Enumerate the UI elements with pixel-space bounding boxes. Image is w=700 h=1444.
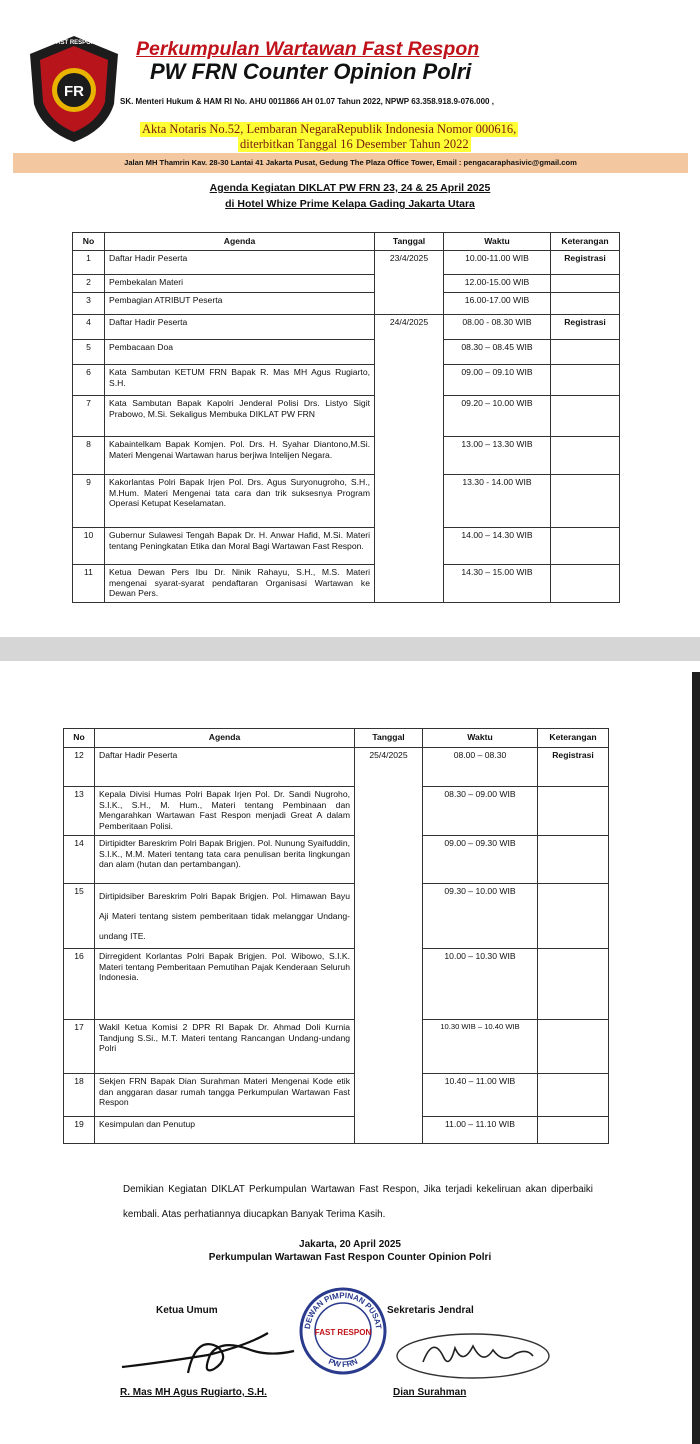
row-no: 7: [73, 396, 105, 437]
row-no: 16: [64, 949, 95, 1020]
row-time: 14.30 – 15.00 WIB: [444, 565, 551, 603]
row-note: Registrasi: [551, 251, 620, 275]
row-note: [538, 949, 609, 1020]
row-no: 9: [73, 475, 105, 528]
row-no: 15: [64, 884, 95, 949]
table-row: [73, 365, 620, 396]
row-time: 10.40 – 11.00 WIB: [423, 1074, 538, 1117]
official-stamp: [298, 1286, 388, 1376]
row-no: 2: [73, 275, 105, 293]
row-note: Registrasi: [538, 748, 609, 787]
row-note: [551, 475, 620, 528]
row-agenda: Sekjen FRN Bapak Dian Surahman Materi Mengenai Kode etik dan anggaran dasar rumah tangga Perkumpulan Wartawan Fast Respon: [95, 1074, 355, 1117]
row-no: 18: [64, 1074, 95, 1117]
table-row: [73, 293, 620, 315]
col-waktu: Waktu: [444, 233, 551, 251]
schedule-table-day1-2: [72, 232, 620, 603]
col-keterangan: Keterangan: [551, 233, 620, 251]
row-time: 11.00 – 11.10 WIB: [423, 1117, 538, 1144]
table-row: [73, 315, 620, 340]
row-note: [538, 836, 609, 884]
row-time: 09.30 – 10.00 WIB: [423, 884, 538, 949]
table-header-row: [64, 729, 609, 748]
row-agenda: Pembacaan Doa: [105, 340, 375, 365]
row-agenda: Kepala Divisi Humas Polri Bapak Irjen Pol. Dr. Sandi Nugroho, S.I.K., S.H., M. Hum., Materi tentang Pembinaan dan Mengarahkan Wartawan Fast Respon menjadi Great A dalam Pemberitaan Polisi.: [95, 787, 355, 836]
page-separator: [0, 637, 700, 661]
table-row: [64, 1020, 609, 1074]
stamp-center-text: FAST RESPON: [314, 1328, 372, 1337]
table-row: [73, 275, 620, 293]
row-agenda: Kakorlantas Polri Bapak Irjen Pol. Drs. Agus Suryonugroho, S.H., M.Hum. Materi Mengenai tata cara dan trik suksesnya Program Operasi Ketupat Keselamatan.: [105, 475, 375, 528]
row-time: 08.00 – 08.30: [423, 748, 538, 787]
row-agenda: Dirregident Korlantas Polri Bapak Brigjen. Pol. Wibowo, S.I.K. Materi tentang Pemberitaan Pemutihan Pajak Kenderaan Seluruh Indonesia.: [95, 949, 355, 1020]
row-no: 13: [64, 787, 95, 836]
row-note: [551, 396, 620, 437]
place-date: Jakarta, 20 April 2025: [299, 1239, 401, 1250]
row-note: [538, 1074, 609, 1117]
row-time: 09.20 – 10.00 WIB: [444, 396, 551, 437]
agenda-title: Agenda Kegiatan DIKLAT PW FRN 23, 24 & 25 April 2025: [209, 182, 491, 194]
col-no: No: [64, 729, 95, 748]
page-edge-shadow: [692, 672, 700, 1444]
row-agenda: Daftar Hadir Peserta: [105, 315, 375, 340]
row-time: 12.00-15.00 WIB: [444, 275, 551, 293]
row-time: 08.00 - 08.30 WIB: [444, 315, 551, 340]
row-agenda: Pembagian ATRIBUT Peserta: [105, 293, 375, 315]
row-note: [551, 437, 620, 475]
row-note: [551, 275, 620, 293]
row-agenda: Ketua Dewan Pers Ibu Dr. Ninik Rahayu, S.H., M.S. Materi mengenai syarat-syarat pendaftaran Organisasi Wartawan ke Dewan Pers.: [105, 565, 375, 603]
table-row: [73, 437, 620, 475]
row-note: [551, 340, 620, 365]
signing-organization: Perkumpulan Wartawan Fast Respon Counter Opinion Polri: [208, 1252, 492, 1263]
row-no: 3: [73, 293, 105, 315]
legal-registration: SK. Menteri Hukum & HAM RI No. AHU 0011866 AH 01.07 Tahun 2022, NPWP 63.358.918.9-076.000 ,: [120, 97, 494, 106]
row-no: 19: [64, 1117, 95, 1144]
row-no: 6: [73, 365, 105, 396]
table-row: [64, 748, 609, 787]
row-agenda: Dirtipidter Bareskrim Polri Bapak Brigjen. Pol. Nunung Syaifuddin, S.I.K., M.M. Materi tentang tata cara penulisan berita lingkungan dan alam (hutan dan pertambangan).: [95, 836, 355, 884]
row-date: 23/4/2025: [375, 251, 444, 315]
table-row: [64, 787, 609, 836]
row-date: 25/4/2025: [355, 748, 423, 1144]
row-time: 13.00 – 13.30 WIB: [444, 437, 551, 475]
row-agenda: Wakil Ketua Komisi 2 DPR RI Bapak Dr. Ahmad Doli Kurnia Tandjung S.Si., M.T. Materi tentang Rancangan Undang-undang Polri: [95, 1020, 355, 1074]
table-row: [73, 251, 620, 275]
row-no: 1: [73, 251, 105, 275]
row-no: 11: [73, 565, 105, 603]
signature-chairman: [118, 1325, 298, 1385]
notary-deed-line1: Akta Notaris No.52, Lembaran NegaraRepublik Indonesia Nomor 000616,: [142, 122, 517, 136]
row-note: [538, 1020, 609, 1074]
row-no: 12: [64, 748, 95, 787]
row-no: 5: [73, 340, 105, 365]
row-no: 4: [73, 315, 105, 340]
col-agenda: Agenda: [105, 233, 375, 251]
row-time: 08.30 – 08.45 WIB: [444, 340, 551, 365]
row-note: [551, 365, 620, 396]
row-agenda: Kabaintelkam Bapak Komjen. Pol. Drs. H. Syahar Diantono,M.Si. Materi Mengenai Wartawan harus berjiwa Intelijen Negara.: [105, 437, 375, 475]
logo-initials: FR: [64, 83, 84, 100]
row-time: 16.00-17.00 WIB: [444, 293, 551, 315]
col-agenda: Agenda: [95, 729, 355, 748]
table-row: [64, 1117, 609, 1144]
row-agenda: Daftar Hadir Peserta: [105, 251, 375, 275]
schedule-table-day3: [63, 728, 609, 1144]
row-agenda: Kata Sambutan Bapak Kapolri Jenderal Polisi Drs. Listyo Sigit Prabowo, M.Si. Sekaligus Membuka DIKLAT PW FRN: [105, 396, 375, 437]
row-time: 09.00 – 09.10 WIB: [444, 365, 551, 396]
agenda-venue: di Hotel Whize Prime Kelapa Gading Jakarta Utara: [225, 198, 475, 210]
table-row: [64, 836, 609, 884]
notary-deed-line2: diterbitkan Tanggal 16 Desember Tahun 2022: [240, 137, 469, 151]
row-time: 13.30 - 14.00 WIB: [444, 475, 551, 528]
role-secretary: Sekretaris Jendral: [387, 1305, 474, 1316]
row-note: [538, 787, 609, 836]
row-agenda: Daftar Hadir Peserta: [95, 748, 355, 787]
table-row: [64, 884, 609, 949]
table-row: [64, 1074, 609, 1117]
row-note: [551, 528, 620, 565]
table-row: [73, 565, 620, 603]
row-time: 10.00-11.00 WIB: [444, 251, 551, 275]
signature-secretary: [393, 1326, 553, 1386]
row-agenda: Pembekalan Materi: [105, 275, 375, 293]
org-title: Perkumpulan Wartawan Fast Respon: [136, 38, 480, 60]
row-no: 14: [64, 836, 95, 884]
row-agenda: Kesimpulan dan Penutup: [95, 1117, 355, 1144]
table-row: [73, 396, 620, 437]
table-header-row: [73, 233, 620, 251]
table-row: [64, 949, 609, 1020]
row-no: 10: [73, 528, 105, 565]
col-tanggal: Tanggal: [375, 233, 444, 251]
row-no: 8: [73, 437, 105, 475]
row-agenda: Kata Sambutan KETUM FRN Bapak R. Mas MH Agus Rugiarto, S.H.: [105, 365, 375, 396]
svg-text:DEWAN PIMPINAN PUSAT: [303, 1291, 383, 1330]
organization-logo: [26, 34, 122, 144]
row-agenda: Dirtipidsiber Bareskrim Polri Bapak Brigjen. Pol. Himawan Bayu Aji Materi tentang sistem pemberitaan tidak melanggar Undang-undang ITE.: [95, 884, 355, 949]
table-row: [73, 528, 620, 565]
col-no: No: [73, 233, 105, 251]
row-note: [538, 1117, 609, 1144]
row-time: 09.00 – 09.30 WIB: [423, 836, 538, 884]
row-time: 08.30 – 09.00 WIB: [423, 787, 538, 836]
org-subtitle: PW FRN Counter Opinion Polri: [150, 59, 472, 84]
stamp-bottom-text: PW FRN: [327, 1356, 359, 1370]
row-no: 17: [64, 1020, 95, 1074]
row-time: 14.00 – 14.30 WIB: [444, 528, 551, 565]
row-time: 10.00 – 10.30 WIB: [423, 949, 538, 1020]
col-tanggal: Tanggal: [355, 729, 423, 748]
row-date: 24/4/2025: [375, 315, 444, 603]
row-note: [551, 565, 620, 603]
row-time: 10.30 WIB – 10.40 WIB: [423, 1020, 538, 1074]
stamp-top-text: DEWAN PIMPINAN PUSAT: [302, 1290, 383, 1330]
row-note: [551, 293, 620, 315]
col-keterangan: Keterangan: [538, 729, 609, 748]
address-bar: Jalan MH Thamrin Kav. 28-30 Lantai 41 Jakarta Pusat, Gedung The Plaza Office Tower, Email : pengacaraphasivic@gmail.com: [13, 153, 688, 173]
row-note: [538, 884, 609, 949]
name-secretary: Dian Surahman: [393, 1387, 467, 1398]
role-chairman: Ketua Umum: [156, 1305, 218, 1316]
col-waktu: Waktu: [423, 729, 538, 748]
row-note: Registrasi: [551, 315, 620, 340]
table-row: [73, 475, 620, 528]
table-row: [73, 340, 620, 365]
closing-statement: Demikian Kegiatan DIKLAT Perkumpulan Wartawan Fast Respon, Jika terjadi kekeliruan akan diperbaiki kembali. Atas perhatiannya diucapkan Banyak Terima Kasih.: [123, 1184, 593, 1220]
row-agenda: Gubernur Sulawesi Tengah Bapak Dr. H. Anwar Hafid, M.Si. Materi tentang Peningkatan Etika dan Moral Bagi Wartawan Fast Respon.: [105, 528, 375, 565]
logo-text: FAST RESPON: [52, 40, 96, 46]
name-chairman: R. Mas MH Agus Rugiarto, S.H.: [120, 1387, 267, 1398]
